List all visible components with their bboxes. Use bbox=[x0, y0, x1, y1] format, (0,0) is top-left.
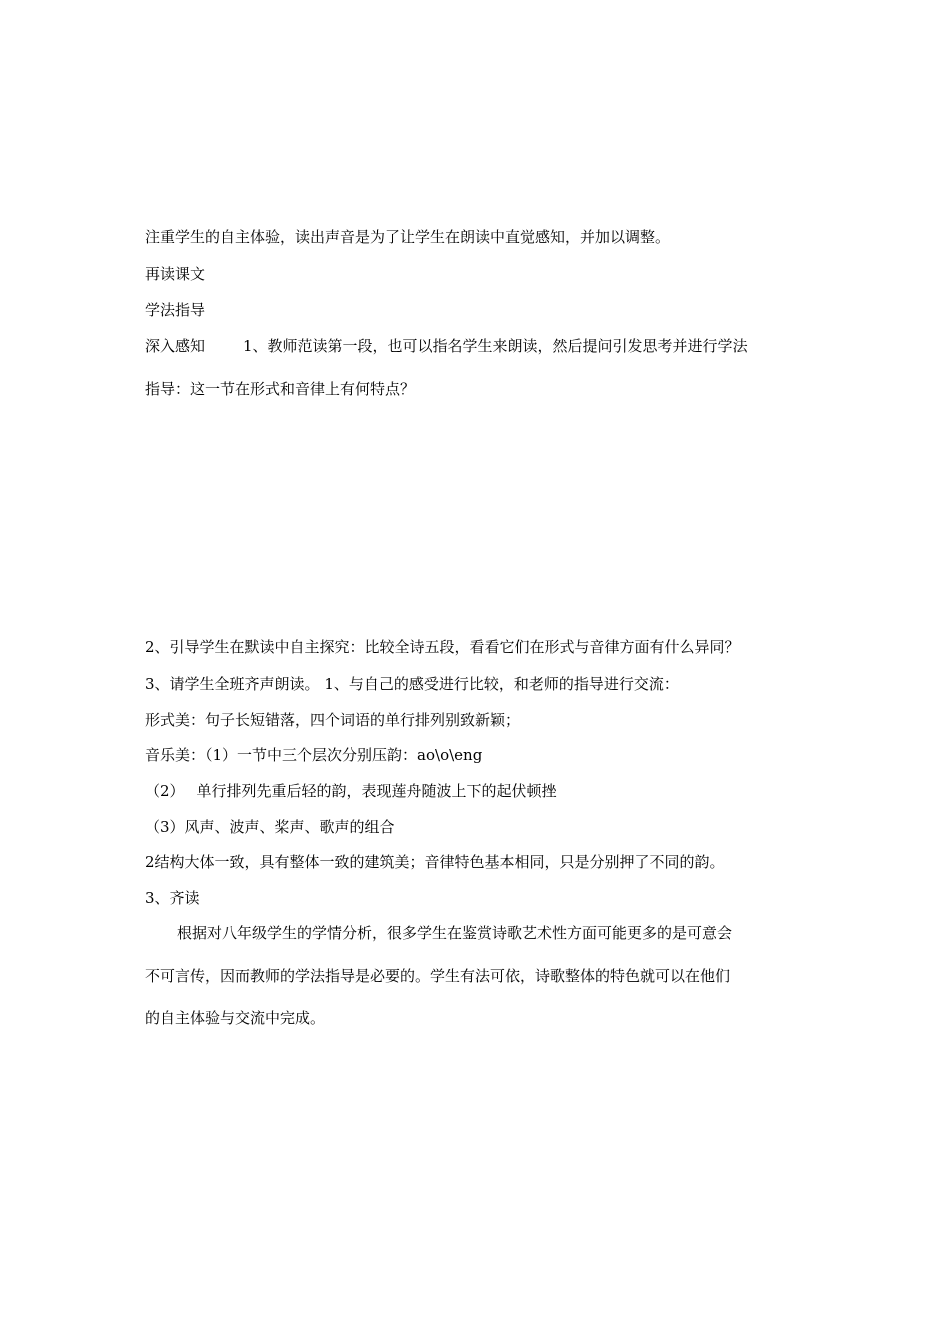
text-line-music-beauty: 音乐美：（1）一节中三个层次分别压韵：ao\o\eng bbox=[145, 746, 483, 764]
paragraph-line-2: 不可言传，因而教师的学法指导是必要的。学生有法可依，诗歌整体的特色就可以在他们 bbox=[145, 967, 731, 985]
text-line-method-guide: 学法指导 bbox=[145, 301, 206, 319]
text-line-read-together: 3、齐读 bbox=[145, 889, 200, 907]
deep-perception-text: 1、教师范读第一段，也可以指名学生来朗读，然后提问引发思考并进行学法 bbox=[243, 337, 748, 355]
text-line-form-beauty: 形式美：句子长短错落，四个词语的单行排列别致新颖； bbox=[145, 711, 521, 729]
deep-perception-label: 深入感知 bbox=[145, 337, 206, 355]
text-line-item-3: （3）风声、波声、桨声、歌声的组合 bbox=[145, 818, 395, 836]
item-2-text: 单行排列先重后轻的韵，表现莲舟随波上下的起伏顿挫 bbox=[196, 782, 557, 800]
text-line-item-2 bbox=[145, 781, 557, 801]
paragraph-line-3: 的自主体验与交流中完成。 bbox=[145, 1009, 326, 1027]
paragraph-line-1: 根据对八年级学生的学情分析，很多学生在鉴赏诗歌艺术性方面可能更多的是可意会 bbox=[177, 924, 733, 942]
text-line-autonomy: 注重学生的自主体验，读出声音是为了让学生在朗读中直觉感知，并加以调整。 bbox=[145, 228, 671, 246]
text-line-deep-perception-cont: 指导：这一节在形式和音律上有何特点？ bbox=[145, 380, 416, 398]
text-line-step-3: 3、请学生全班齐声朗读。 1、与自己的感受进行比较，和老师的指导进行交流： bbox=[145, 675, 679, 693]
item-2-number: （2） bbox=[145, 782, 185, 800]
text-line-step-2: 2、引导学生在默读中自主探究：比较全诗五段，看看它们在形式与音律方面有什么异同？ bbox=[145, 638, 740, 656]
text-line-structure: 2结构大体一致，具有整体一致的建筑美；音律特色基本相同，只是分别押了不同的韵。 bbox=[145, 853, 725, 871]
text-line-deep-perception bbox=[145, 336, 748, 356]
text-line-reread: 再读课文 bbox=[145, 265, 206, 283]
